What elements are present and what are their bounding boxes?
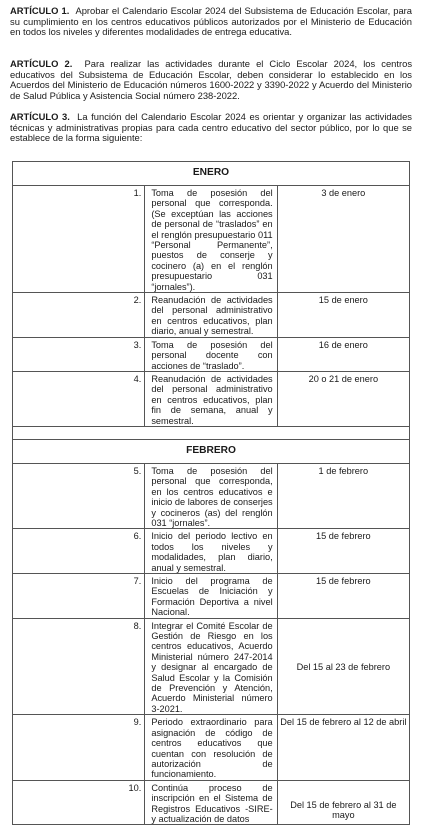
- table-row: [13, 337, 410, 371]
- row-date: Del 15 al 23 de febrero: [277, 618, 409, 715]
- row-date: 16 de enero: [277, 337, 409, 371]
- row-number: 10.: [13, 780, 145, 825]
- table-row: [13, 715, 410, 780]
- row-date: 3 de enero: [277, 186, 409, 293]
- spacer-row: [13, 426, 410, 439]
- row-activity: Toma de posesión del personal docente con acciones de “traslado”.: [145, 337, 277, 371]
- row-activity: Inicio del periodo lectivo en todos los niveles y modalidades, plan diario, anual y semestral.: [145, 529, 277, 574]
- table-row: [13, 574, 410, 619]
- month-heading: FEBRERO: [13, 439, 410, 463]
- article-3-heading: ARTÍCULO 3.: [10, 111, 70, 122]
- row-activity: Reanudación de actividades del personal administrativo en centros educativos, plan fin de semana, anual y semestral.: [145, 371, 277, 426]
- row-date: 15 de febrero: [277, 574, 409, 619]
- article-3-text: La función del Calendario Escolar 2024 es orientar y organizar las actividades técnicas y administrativas propias para cada centro educativo del sector público, por lo que se establece de la forma siguiente:: [10, 111, 412, 144]
- month-header-row: [13, 439, 410, 463]
- row-date: 1 de febrero: [277, 463, 409, 528]
- row-activity: Continúa proceso de inscripción en el Sistema de Registros Educativos -SIRE- y actualización de datos: [145, 780, 277, 825]
- row-activity: Periodo extraordinario para asignación de código de centros educativos que cuentan con resolución de autorización de funcionamiento.: [145, 715, 277, 780]
- article-1: [10, 6, 412, 38]
- row-number: 8.: [13, 618, 145, 715]
- row-activity: Reanudación de actividades del personal administrativo en centros educativos, plan diario, anual y semestral.: [145, 293, 277, 338]
- table-row: [13, 529, 410, 574]
- row-activity: Toma de posesión del personal que corresponda, en los centros educativos e inicio de labores de conserjes y cocineros (as) del renglón 031 “jornales”.: [145, 463, 277, 528]
- month-header-row: [13, 162, 410, 186]
- school-calendar-table: [12, 161, 410, 825]
- row-activity: Toma de posesión del personal que corresponda. (Se exceptúan las acciones de personal de “traslados” en el renglón presupuestario 011 “Personal Permanente”, puestos de conserje y cocinero (a) en el renglón presupuestario 031 “jornales”).: [145, 186, 277, 293]
- article-3: [10, 112, 412, 144]
- row-activity: Inicio del programa de Escuelas de Iniciación y Formación Deportiva a nivel Nacional.: [145, 574, 277, 619]
- article-2: [10, 59, 412, 102]
- row-number: 9.: [13, 715, 145, 780]
- article-2-text: Para realizar las actividades durante el Ciclo Escolar 2024, los centros educativos del Subsistema de Educación Escolar, deben considerar lo establecido en los Acuerdos del Ministerio de Educación números 1600-2022 y 3390-2022 y Acuerdo del Ministerio de Salud Pública y Asistencia Social número 238-2022.: [10, 58, 413, 102]
- spacer-cell: [13, 426, 410, 439]
- row-date: 20 o 21 de enero: [277, 371, 409, 426]
- article-1-text: Aprobar el Calendario Escolar 2024 del Subsistema de Educación Escolar, para su cumplimiento en los centros educativos públicos autorizados por el Ministerio de Educación en todos los niveles y diferentes modalidades de entrega educativa.: [10, 5, 413, 38]
- row-number: 7.: [13, 574, 145, 619]
- row-number: 5.: [13, 463, 145, 528]
- table-row: [13, 186, 410, 293]
- table-row: [13, 463, 410, 528]
- table-row: [13, 618, 410, 715]
- table-row: [13, 371, 410, 426]
- row-date: Del 15 de febrero al 12 de abril: [277, 715, 409, 780]
- row-number: 3.: [13, 337, 145, 371]
- row-activity: Integrar el Comité Escolar de Gestión de Riesgo en los centros educativos, Acuerdo Ministerial número 247-2014 y designar al encargado de Salud Escolar y la Comisión de Prevención y Atención, Acuerdo Ministerial número 3-2021.: [145, 618, 277, 715]
- table-row: [13, 293, 410, 338]
- month-heading: ENERO: [13, 162, 410, 186]
- article-2-heading: ARTÍCULO 2.: [10, 58, 73, 69]
- table-row: [13, 780, 410, 825]
- row-number: 1.: [13, 186, 145, 293]
- row-number: 6.: [13, 529, 145, 574]
- row-number: 4.: [13, 371, 145, 426]
- row-date: Del 15 de febrero al 31 de mayo: [277, 780, 409, 825]
- row-date: 15 de enero: [277, 293, 409, 338]
- article-1-heading: ARTÍCULO 1.: [10, 5, 70, 16]
- row-number: 2.: [13, 293, 145, 338]
- row-date: 15 de febrero: [277, 529, 409, 574]
